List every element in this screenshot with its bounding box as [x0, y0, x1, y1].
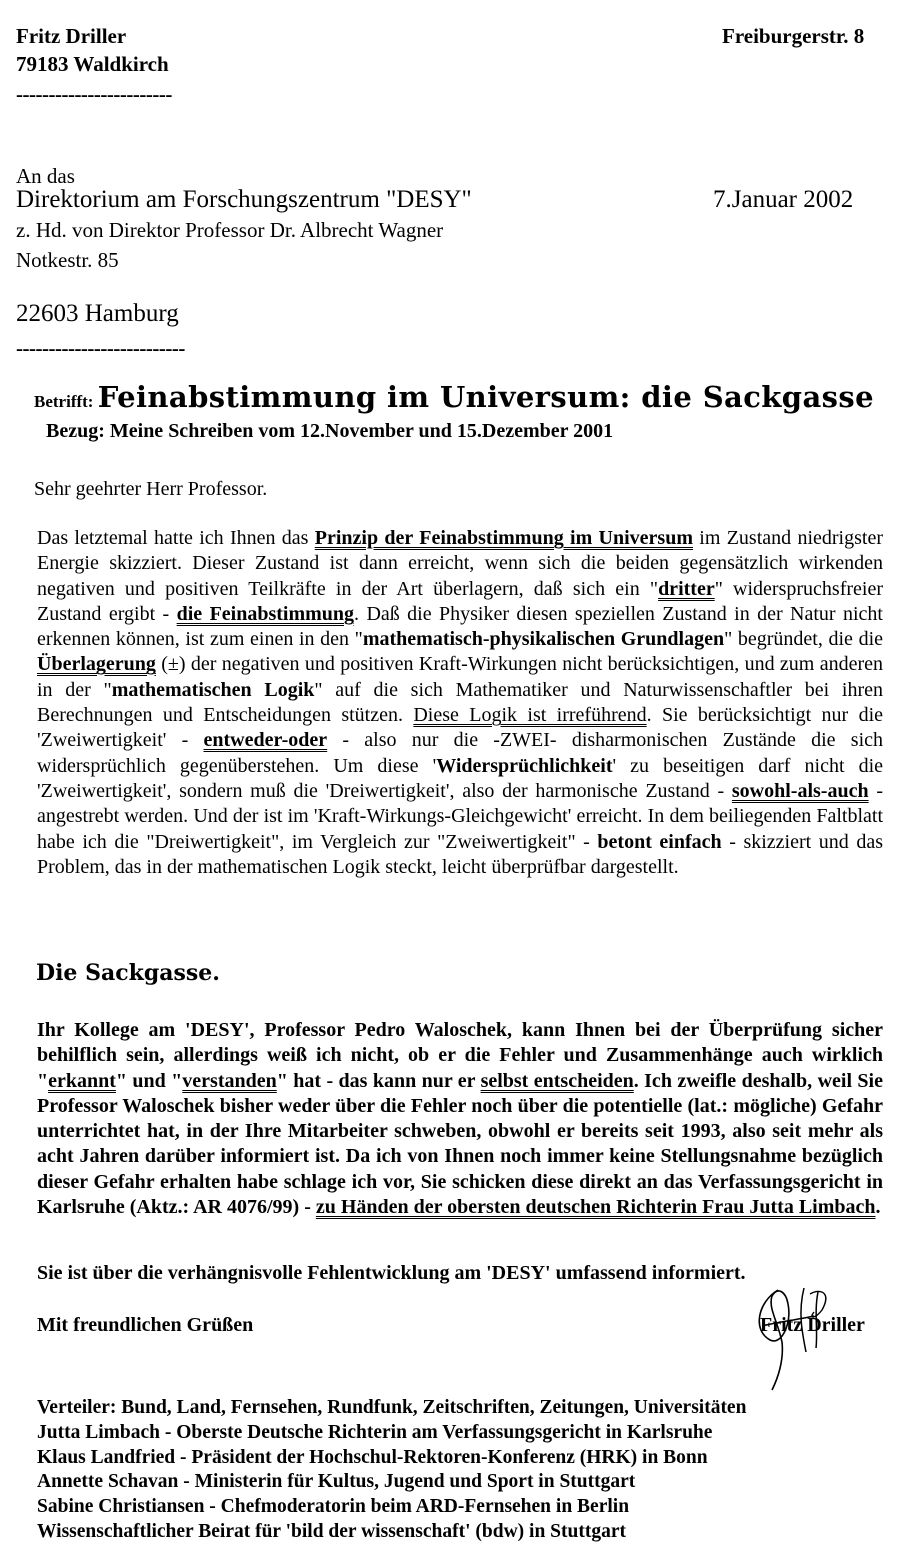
sender-city: 79183 Waldkirch — [16, 52, 169, 76]
emphasis-underlined: sowohl-als-auch — [731, 779, 869, 802]
recipient-street: Notkestr. 85 — [16, 248, 119, 272]
emphasis-underlined: Überlagerung — [37, 653, 156, 676]
emphasis-underlined: dritter — [658, 577, 715, 600]
handwritten-signature — [748, 1282, 878, 1392]
distribution-line: Annette Schavan - Ministerin für Kultus, Jugend und Sport in Stuttgart — [37, 1471, 636, 1493]
text-run: - skizziert und das Problem, das in der mathematischen Logik steckt, leicht überprüfbar dargestellt. — [37, 830, 883, 878]
distribution-line: Klaus Landfried - Präsident der Hochschul-Rektoren-Konferenz (HRK) in Bonn — [37, 1446, 708, 1468]
emphasis-underlined: zu Händen der obersten deutschen Richterin Frau Jutta Limbach — [315, 1196, 876, 1219]
text-run: . Ich zweifle deshalb, weil Sie Professor Waloschek bisher weder über die Fehler noch über die potentielle (lat.: mögliche) Gefahr unterrichtet hat, in der Ihre Mitarbeiter schweben, obwohl er bereits seit 1993, also seit mehr als acht Jahren darüber informiert ist. Da ich von Ihnen noch immer keine Stellungsnahme bezüglich dieser Gefahr erhalten habe schlage ich vor, Sie schicken diese direkt an das Verfassungsgericht in Karlsruhe (Aktz.: AR 4076/99) - — [37, 1069, 883, 1219]
closing: Mit freundlichen Grüßen — [37, 1314, 254, 1336]
recipient-attn: z. Hd. von Direktor Professor Dr. Albrecht Wagner — [16, 218, 444, 242]
sender-street: Freiburgerstr. 8 — [722, 24, 865, 48]
emphasis-underlined: Prinzip der Feinabstimmung im Universum — [314, 527, 693, 549]
letter-date: 7.Januar 2002 — [713, 186, 854, 213]
sackgasse-heading: Die Sackgasse. — [36, 960, 220, 986]
emphasis-underlined: selbst entscheiden — [480, 1069, 634, 1092]
subject-line — [34, 380, 874, 414]
text-run: . Sie berücksichtigt nur die 'Zweiwertigkeit' - — [37, 704, 884, 752]
distribution-line: Sabine Christiansen - Chefmoderatorin beim ARD-Fernsehen in Berlin — [37, 1496, 630, 1518]
subject-reference: Bezug: Meine Schreiben vom 12.November und 15.Dezember 2001 — [46, 420, 614, 442]
emphasis-underlined: die Feinabstimmung — [176, 602, 355, 625]
text-run: " und " — [115, 1069, 183, 1092]
text-run: . Daß die Physiker diesen speziellen Zustand in der Natur nicht erkennen können, ist zum einen in den " — [37, 602, 883, 651]
distribution-line: Jutta Limbach - Oberste Deutsche Richterin am Verfassungsgericht in Karlsruhe — [37, 1421, 713, 1443]
emphasis-bold: betont einfach — [597, 830, 722, 853]
recipient-prefix: An das — [16, 164, 75, 188]
text-run: Das letztemal hatte ich Ihnen das — [37, 527, 315, 549]
recipient-city: 22603 Hamburg — [16, 300, 179, 327]
recipient-rule: -------------------------- — [16, 336, 185, 360]
subject-title: Feinabstimmung im Universum: die Sackgasse — [97, 380, 874, 414]
body-paragraph-2 — [37, 1018, 883, 1220]
text-run: " hat - das kann nur er — [276, 1069, 481, 1092]
text-run: Ihr Kollege am 'DESY', Professor Pedro Waloschek, kann Ihnen bei der Überprüfung sicher behilflich sein, allerdings weiß ich nicht, ob er die Fehler und Zusammenhänge auch wirklich " — [37, 1019, 883, 1092]
text-run: - angestrebt werden. Und der ist im 'Kraft-Wirkungs-Gleichgewicht' erreicht. In dem beiliegenden Faltblatt habe ich die "Dreiwertigkeit", im Vergleich zur "Zweiwertigkeit" - — [37, 779, 883, 853]
body-paragraph-2-last-line: Sie ist über die verhängnisvolle Fehlentwicklung am 'DESY' umfassend informiert. — [37, 1262, 746, 1284]
text-run: im Zustand niedrigster Energie skizziert. Dieser Zustand ist dann erreicht, wenn sich die beiden gegensätzlich wirkenden negativen und positiven Teilkräfte in der Art überlagern, daß sich ein " — [37, 527, 883, 600]
text-run: - also nur die -ZWEI- disharmonischen Zustände die sich widersprüchlich gegenüberstehen. Um diese ' — [37, 729, 884, 777]
text-run: . — [875, 1196, 881, 1219]
text-run: ' zu beseitigen darf nicht die 'Zweiwertigkeit', sondern muß die 'Dreiwertigkeit', also der harmonische Zustand - — [37, 754, 883, 802]
emphasis-underlined: Diese Logik ist irreführend — [413, 704, 647, 727]
sender-rule: ------------------------ — [16, 82, 172, 106]
emphasis-bold: mathematischen Logik — [111, 678, 315, 701]
text-run: " widerspruchsfreier Zustand ergibt - — [37, 577, 883, 625]
distribution-list — [37, 1396, 887, 1545]
emphasis-bold: mathematisch-physikalischen Grundlagen — [362, 628, 725, 651]
salutation: Sehr geehrter Herr Professor. — [34, 478, 268, 500]
emphasis-underlined: entweder-oder — [203, 729, 328, 752]
emphasis-underlined: verstanden — [182, 1069, 277, 1092]
sender-name: Fritz Driller — [16, 24, 127, 48]
emphasis-underlined: erkannt — [48, 1069, 116, 1092]
body-paragraph-1 — [37, 526, 883, 880]
text-run: " begründet, die die — [724, 628, 883, 651]
text-run: (±) der negativen und positiven Kraft-Wirkungen nicht berücksichtigen, und zum anderen in der " — [37, 653, 883, 701]
subject-label: Betrifft: — [34, 392, 98, 411]
distribution-line: Verteiler: Bund, Land, Fernsehen, Rundfunk, Zeitschriften, Zeitungen, Universitäten — [37, 1397, 747, 1418]
emphasis-bold: Widersprüchlichkeit — [436, 754, 613, 777]
text-run: " auf die sich Mathematiker und Naturwissenschaftler bei ihren Berechnungen und Entscheidungen stützen. — [37, 678, 883, 727]
distribution-line: Wissenschaftlicher Beirat für 'bild der wissenschaft' (bdw) in Stuttgart — [37, 1520, 626, 1542]
recipient-org: Direktorium am Forschungszentrum "DESY" — [16, 186, 472, 213]
signature-name: Fritz Driller — [760, 1314, 865, 1336]
